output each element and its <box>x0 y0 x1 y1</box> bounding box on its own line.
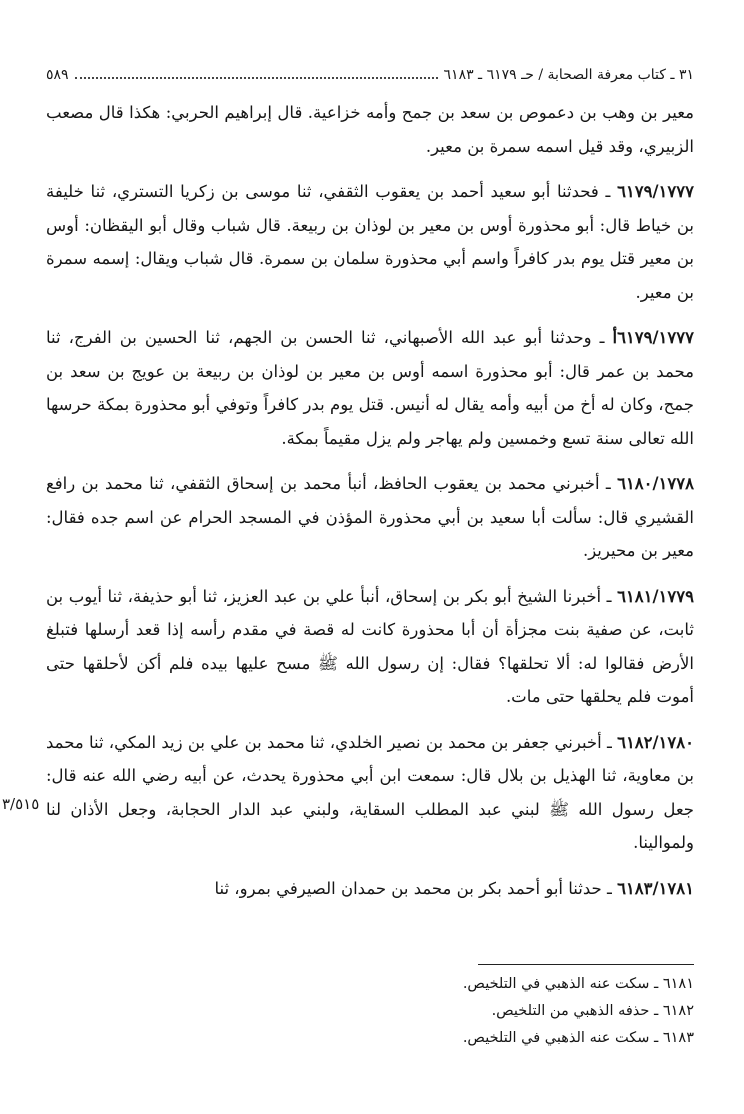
hadith-entry <box>46 175 694 309</box>
dotted-leader <box>75 67 438 79</box>
hadith-text: ـ وحدثنا أبو عبد الله الأصبهاني، ثنا الحسن بن الجهم، ثنا الحسين بن الفرج، ثنا محمد بن عمر قال: أبو محذورة اسمه أوس بن معير بن لوذان بن ربيعة بن عويج بن سعد بن جمح، وكان له أخ من أبيه وأمه يقال له أنيس. قتل يوم بدر كافراً وتوفي أبو محذورة بمكة حرسها الله تعالى سنة تسع وخمسين ولم يهاجر ولم يزل مقيماً بمكة. <box>46 328 694 448</box>
hadith-text: ـ حدثنا أبو أحمد بكر بن محمد بن حمدان الصيرفي بمرو، ثنا <box>214 878 612 898</box>
hadith-text: ـ أخبرنا الشيخ أبو بكر بن إسحاق، أنبأ علي بن عبد العزيز، ثنا أبو حذيفة، ثنا أيوب بن ثابت، عن صفية بنت مجزأة أن أبا محذورة كانت له قصة في مقدم رأسه إذا قعد أرسلها فتبلغ الأرض فقالوا له: ألا تحلقها؟ فقال: إن رسول الله ﷺ مسح عليها بيده فلم أكن لأحلقها حتى أموت فلم يحلقها حتى مات. <box>46 586 694 706</box>
footnote: ٦١٨٣ ـ سكت عنه الذهبي في التلخيص. <box>462 1030 694 1046</box>
hadith-text: ـ أخبرني محمد بن يعقوب الحافظ، أنبأ محمد بن إسحاق الثقفي، ثنا محمد بن رافع القشيري قال: سألت أبا سعيد بن أبي محذورة المؤذن في المسجد الحرام عن اسم جده فقال: معير بن محيريز. <box>46 474 694 560</box>
hadith-number: ٦١٨٢/١٧٨٠ <box>617 732 695 752</box>
footnote: ٦١٨١ ـ سكت عنه الذهبي في التلخيص. <box>462 976 694 992</box>
hadith-entry <box>46 872 694 906</box>
hadith-number: ٦١٧٩/١٧٧٧ <box>617 182 694 201</box>
hadith-text: ـ أخبرني جعفر بن محمد بن نصير الخلدي، ثنا محمد بن علي بن زيد المكي، ثنا محمد بن معاوية، ثنا الهذيل بن بلال قال: سمعت ابن أبي محذورة يحدث، عن أبيه رضي الله عنه قال: جعل رسول الله ﷺ لبني عبد المطلب السقاية، ولبني عبد الدار الحجابة، وجعل الأذان لنا ولموالينا. <box>46 732 694 852</box>
footnotes <box>46 964 694 1052</box>
header-title: ٣١ ـ كتاب معرفة الصحابة / حـ ٦١٧٩ ـ ٦١٨٣ <box>443 67 694 83</box>
hadith-entry <box>46 726 694 860</box>
footnote: ٦١٨٢ ـ حذفه الذهبي من التلخيص. <box>491 1003 694 1019</box>
paragraph-text: معير بن وهب بن دعموص بن سعد بن جمح وأمه خزاعية. قال إبراهيم الحربي: هكذا قال مصعب الزبيري، وقد قيل اسمه سمرة بن معير. <box>46 103 694 156</box>
footnote-divider <box>478 964 694 965</box>
book-page <box>46 64 694 1084</box>
hadith-number: ٦١٨٠/١٧٧٨ <box>617 474 694 493</box>
hadith-number: ٦١٧٩/١٧٧٧أ <box>612 328 694 347</box>
paragraph-continuation <box>46 96 694 163</box>
running-header <box>46 64 694 88</box>
hadith-entry <box>46 321 694 455</box>
hadith-number: ٦١٨١/١٧٧٩ <box>617 586 694 606</box>
hadith-text: ـ فحدثنا أبو سعيد أحمد بن يعقوب الثقفي، ثنا موسى بن زكريا التستري، ثنا خليفة بن خياط قال: أبو محذورة أوس بن معير بن لوذان بن ربيعة. قال شباب وقال أبو اليقظان: أوس بن معير قتل يوم بدر كافراً واسم أبي محذورة سلمان بن سمرة. قال شباب ويقال: إسمه سمرة بن معير. <box>46 182 694 302</box>
margin-reference: ٣/٥١٥ <box>2 795 40 813</box>
hadith-entry <box>46 580 694 714</box>
hadith-number: ٦١٨٣/١٧٨١ <box>617 878 694 898</box>
hadith-entry <box>46 467 694 568</box>
page-number: ٥٨٩ <box>46 67 69 83</box>
